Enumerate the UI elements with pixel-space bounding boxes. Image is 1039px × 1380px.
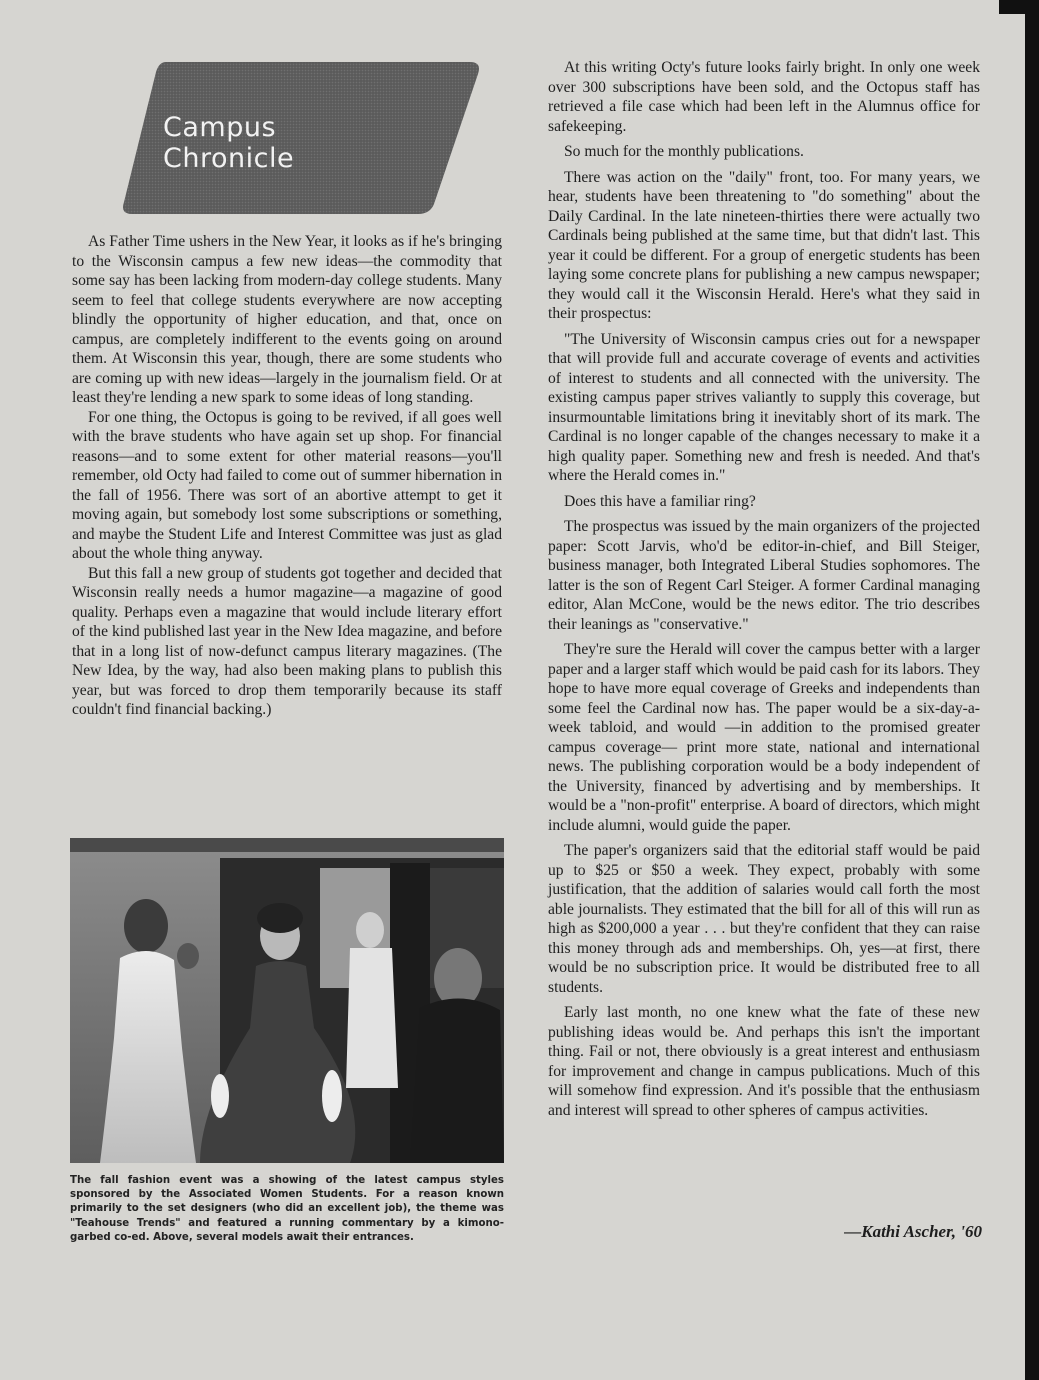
paragraph: So much for the monthly publications. <box>564 143 804 160</box>
photo-illustration <box>70 838 504 1163</box>
paragraph: "The University of Wisconsin campus cries out for a newspaper that will provide full and accurate coverage of events and activities of interest to students and all connected with the university. The existing campus paper strives valiantly to supply this coverage, but insurmountable limitations bring it inevitably short of its mark. The Cardinal is no longer capable of the changes necessary to make it a high quality paper. Something new and fresh is needed. And that's where the Herald comes in." <box>548 330 980 484</box>
paragraph: Early last month, no one knew what the fate of these new publishing ideas would be. And perhaps this isn't the important thing. Fail or not, there obviously is a great interest and enthusiasm for improvement and change in campus publications. Much of this will somehow find expression. And it's possible that the enthusiasm and interest will spread to other spheres of campus activities. <box>548 1004 980 1119</box>
paragraph: But this fall a new group of students got together and decided that Wisconsin really needs a humor magazine—a magazine of good quality. Perhaps even a magazine that would include literary effort of the kind published last year in the New Idea magazine, and before that in a long list of now-defunct campus literary magazines. (The New Idea, by the way, had also been making plans to publish this year, but was forced to drop them temporarily because its staff couldn't find financial backing.) <box>72 564 502 718</box>
left-column <box>72 232 502 720</box>
paragraph: For one thing, the Octopus is going to be revived, if all goes well with the brave students who have again set up shop. For financial reasons—and to some extent for other material reasons—you'll remember, old Octy had failed to come out of summer hibernation in the fall of 1956. There was sort of an abortive attempt to get it moving again, but somebody lost some subscriptions or something, and maybe the Student Life and Interest Committee was just as glad about the whole thing anyway. <box>72 408 502 562</box>
fashion-show-photo <box>70 838 504 1163</box>
right-column <box>548 58 980 1126</box>
paragraph: The paper's organizers said that the editorial staff would be paid up to $25 or $50 a week. They expect, probably with some justification, that the addition of salaries would call forth the most able journalists. They estimated that the bill for all of this will run as high as $200,000 a year . . . but they're confident that they can raise this money through ads and memberships. Oh, yes—at first, there would be no subscription price. It would be distributed free to all students. <box>548 842 980 996</box>
section-banner <box>118 60 482 216</box>
photo-caption: The fall fashion event was a showing of the latest campus styles sponsored by the Associated Women Students. For a reason known primarily to the set designers (who did an excellent job), the theme was "Teahouse Trends" and featured a running commentary by a kimono-garbed co-ed. Above, several models await their entrances. <box>70 1175 504 1243</box>
paragraph: As Father Time ushers in the New Year, it looks as if he's bringing to the Wisconsin campus a few new ideas—the commodity that some say has been lacking from modern-day college students. Many seem to feel that college students everywhere are now accepting blindly the opportunity of higher education, and that, once on campus, are completely indifferent to the events going on around them. At Wisconsin this year, though, there are some students who are coming up with new ideas—largely in the journalism field. Or at least they're lending a new spark to some ideas of long standing. <box>72 233 502 406</box>
paragraph: The prospectus was issued by the main organizers of the projected paper: Scott Jarvis, who'd be editor-in-chief, and Bill Steiger, business manager, both Integrated Liberal Studies sophomores. The latter is the son of Regent Carl Steiger. A former Cardinal managing editor, Alan McCone, would be the news editor. The trio describes their leanings as "conservative." <box>548 518 980 633</box>
section-title: Campus Chronicle <box>163 112 295 174</box>
paragraph: There was action on the "daily" front, too. For many years, we hear, students have been threatening to "do something" about the Daily Cardinal. In the late nineteen-thirties there were actually two Cardinals being published at the same time, but that didn't last. This year it could be different. For a group of energetic students has been laying some concrete plans for publishing a new campus newspaper; they would call it the Wisconsin Herald. Here's what they said in their prospectus: <box>548 168 980 322</box>
scan-edge <box>1025 0 1039 1380</box>
paragraph: They're sure the Herald will cover the campus better with a larger paper and a larger staff which would be paid cash for its labors. They hope to have more equal coverage of Greeks and independents than some feel the Cardinal now has. The paper would be a six-day-a-week tabloid, and would —in addition to the promised greater campus coverage— print more state, national and international news. The publishing corporation would be a body independent of the University, financed by advertising and by memberships. It would be a "non-profit" enterprise. A board of directors, which might include alumni, would guide the paper. <box>548 641 980 834</box>
paragraph: Does this have a familiar ring? <box>564 492 756 510</box>
scan-corner <box>999 0 1039 14</box>
paragraph: At this writing Octy's future looks fairly bright. In only one week over 300 subscriptions have been sold, and the Octopus staff has retrieved a file case which had been left in the Alumnus office for safekeeping. <box>548 59 980 135</box>
author-signature: —Kathi Ascher, '60 <box>844 1222 982 1241</box>
